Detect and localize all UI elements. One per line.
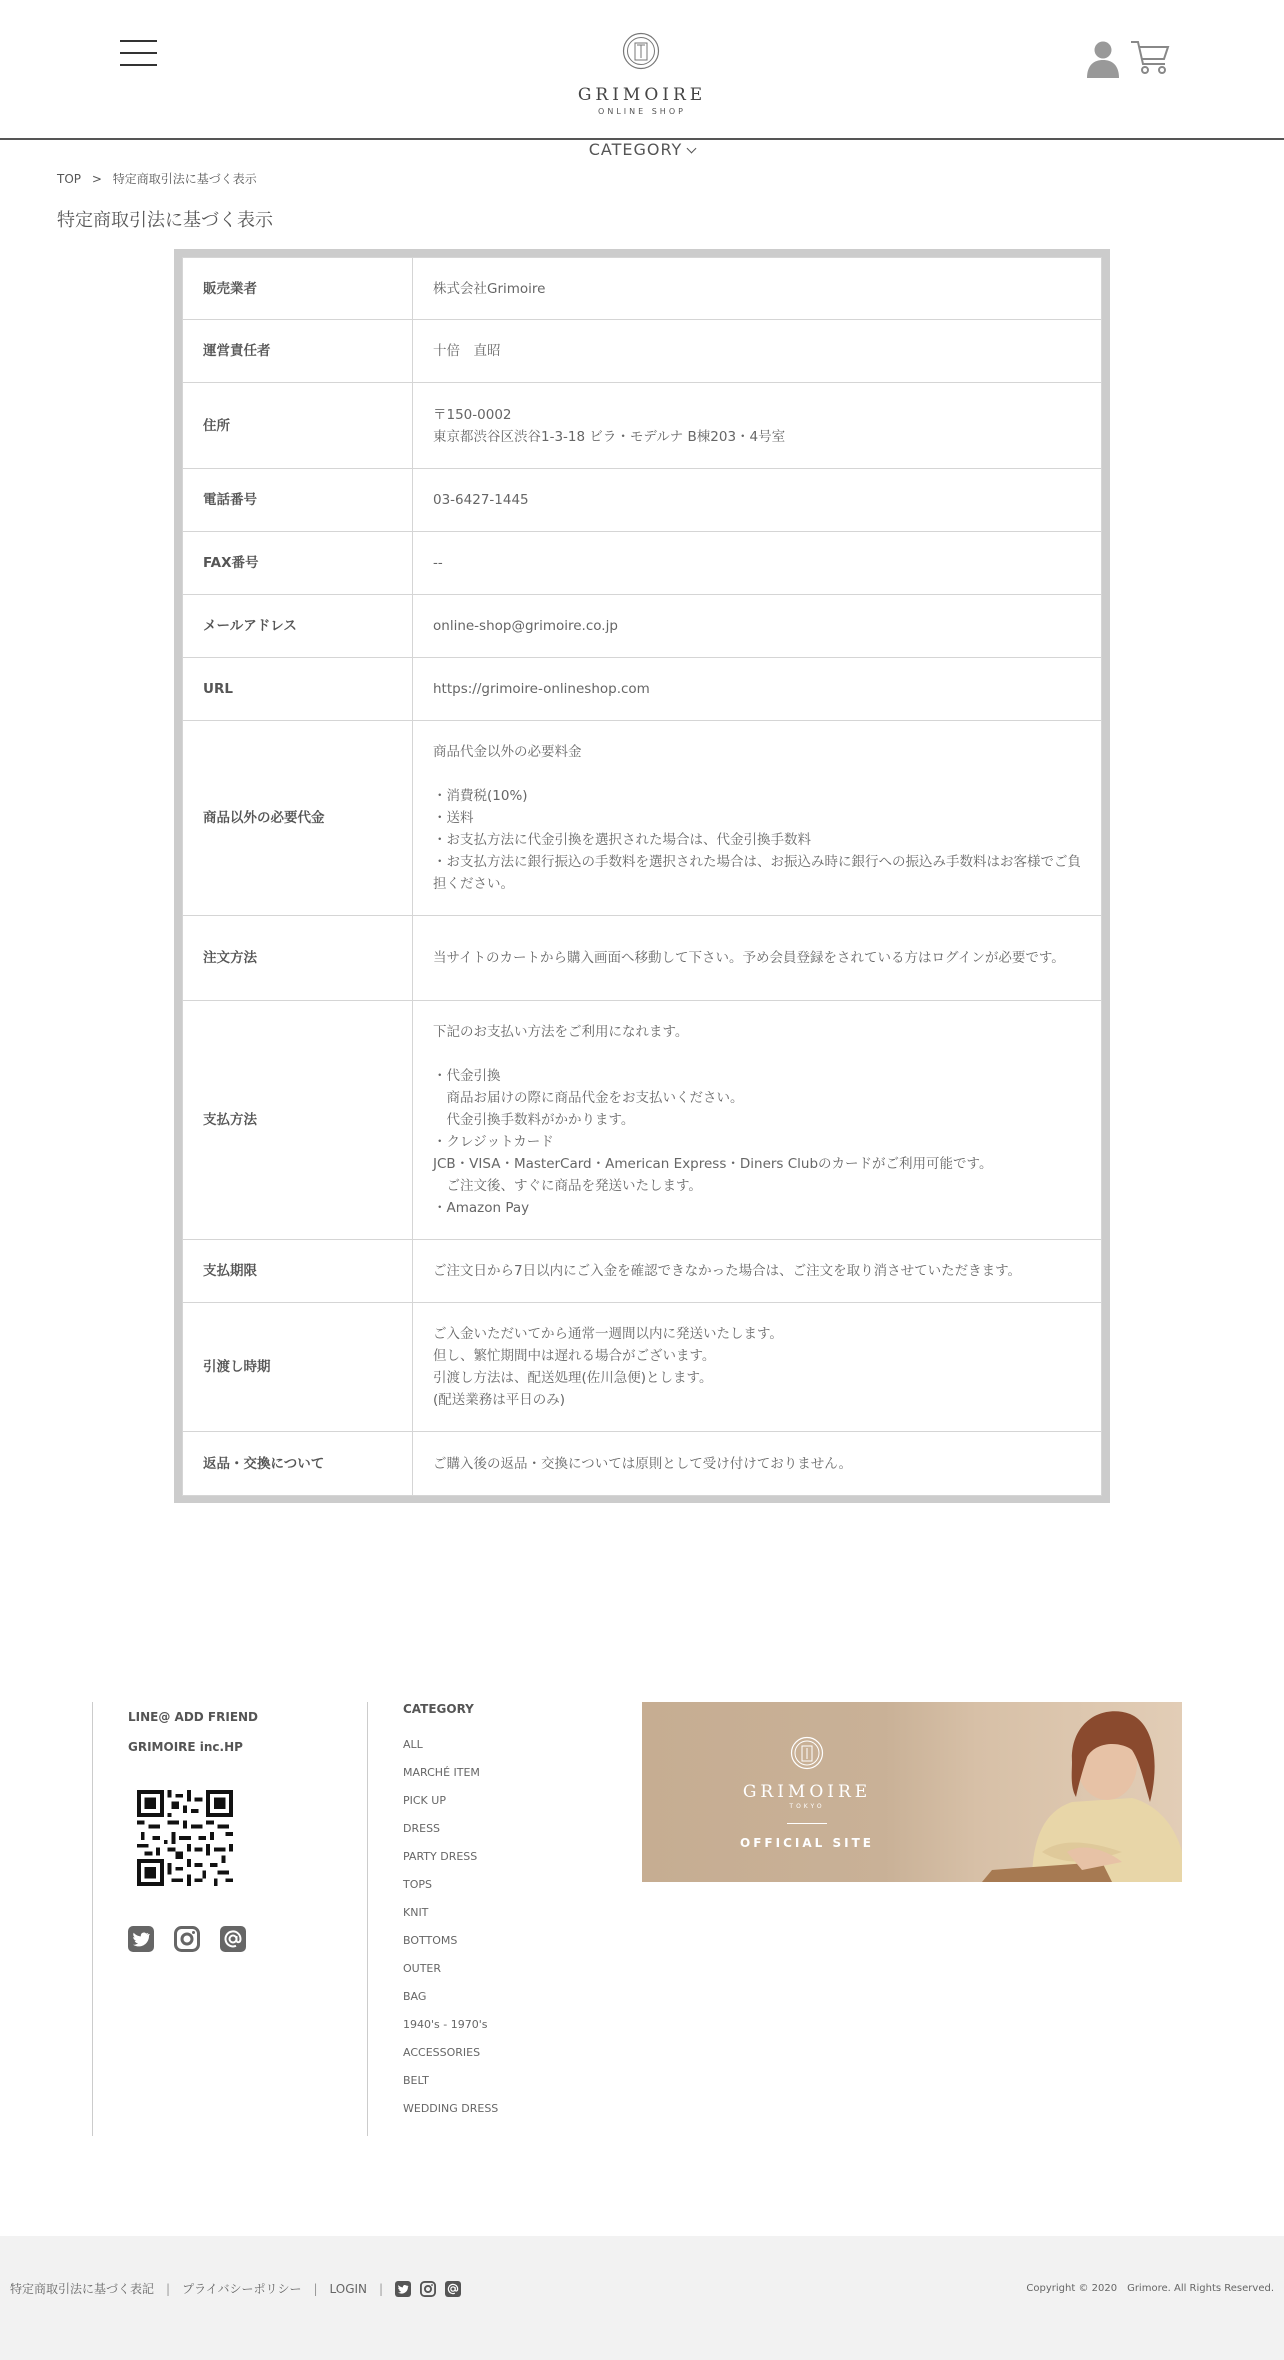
table-row-label: 返品・交換について: [183, 1432, 413, 1496]
table-row-label: 注文方法: [183, 916, 413, 1001]
table-row-label: 商品以外の必要代金: [183, 721, 413, 916]
table-row-value: 十倍 直昭: [413, 320, 1102, 383]
official-site-banner[interactable]: [642, 1702, 1182, 1882]
qr-code: [137, 1790, 233, 1886]
footer-category-link[interactable]: BAG: [403, 1990, 427, 2003]
banner-official-label: OFFICIAL SITE: [740, 1836, 874, 1850]
footer-category-link[interactable]: OUTER: [403, 1962, 442, 1975]
table-row: [183, 383, 1102, 469]
footer-category-link[interactable]: ACCESSORIES: [403, 2046, 481, 2059]
table-row-value: ご入金いただいてから通常一週間以内に発送いたします。 但し、繁忙期間中は遅れる場合がございます。 引渡し方法は、配送処理(佐川急便)とします。 (配送業務は平日のみ): [413, 1303, 1102, 1432]
table-row-value: ご注文日から7日以内にご入金を確認できなかった場合は、ご注文を取り消させていただきます。: [413, 1240, 1102, 1303]
footer-category-link[interactable]: BOTTOMS: [403, 1934, 458, 1947]
banner-emblem-icon: [790, 1736, 824, 1770]
table-row-value: 当サイトのカートから購入画面へ移動して下さい。予め会員登録をされている方はログインが必要です。: [413, 916, 1102, 1001]
twitter-icon[interactable]: [395, 2281, 411, 2297]
table-row-value: 商品代金以外の必要料金 ・消費税(10%) ・送料 ・お支払方法に代金引換を選択された場合は、代金引換手数料 ・お支払方法に銀行振込の手数料を選択された場合は、お振込み時に銀行への振込み手数料はお客様でご負担ください。: [413, 721, 1102, 916]
breadcrumb-top-link[interactable]: TOP: [57, 172, 82, 186]
footer-links-column: [92, 1702, 368, 2136]
instagram-icon[interactable]: [174, 1926, 200, 1952]
banner-brand-name: GRIMOIRE: [742, 1782, 872, 1802]
footer-category-list: [403, 1738, 498, 2130]
footer-category-link[interactable]: ALL: [403, 1738, 423, 1751]
company-hp-link[interactable]: GRIMOIRE inc.HP: [128, 1740, 243, 1754]
banner-model-image: [972, 1702, 1182, 1882]
table-row-label: 運営責任者: [183, 320, 413, 383]
table-row-label: 電話番号: [183, 469, 413, 532]
breadcrumb-current: 特定商取引法に基づく表示: [112, 172, 257, 186]
table-row-value: online-shop@grimoire.co.jp: [413, 595, 1102, 658]
legal-info-table: [182, 257, 1102, 1496]
logo-subtitle: ONLINE SHOP: [598, 107, 686, 116]
table-row-label: 支払方法: [183, 1001, 413, 1240]
twitter-icon[interactable]: [128, 1926, 154, 1952]
banner-brand-sub: TOKYO: [789, 1803, 825, 1810]
table-row: [183, 532, 1102, 595]
table-row-label: 販売業者: [183, 258, 413, 320]
logo-emblem-icon: [622, 32, 660, 70]
table-row: [183, 1240, 1102, 1303]
login-link[interactable]: LOGIN: [329, 2281, 368, 2296]
link-separator: |: [313, 2281, 318, 2296]
footer-category-link[interactable]: PICK UP: [403, 1794, 446, 1807]
table-row: [183, 721, 1102, 916]
table-row-value: --: [413, 532, 1102, 595]
table-row-value: 03-6427-1445: [413, 469, 1102, 532]
page-title: 特定商取引法に基づく表示: [57, 210, 273, 231]
table-row-value: 下記のお支払い方法をご利用になれます。 ・代金引換 商品お届けの際に商品代金をお支払いください。 代金引換手数料がかかります。 ・クレジットカード JCB・VISA・MasterCard・American Express・Diners Clubのカードがご利用可能です。 ご注文後、すぐに商品を発送いたします。 ・Amazon Pay: [413, 1001, 1102, 1240]
user-account-icon[interactable]: [1086, 40, 1120, 78]
privacy-policy-link[interactable]: プライバシーポリシー: [182, 2282, 302, 2296]
banner-divider: [787, 1823, 827, 1824]
footer-category-link[interactable]: PARTY DRESS: [403, 1850, 478, 1863]
table-row-label: URL: [183, 658, 413, 721]
table-row-value: https://grimoire-onlineshop.com: [413, 658, 1102, 721]
table-row: [183, 658, 1102, 721]
site-header: [0, 0, 1284, 140]
hamburger-menu-icon[interactable]: [120, 40, 157, 66]
table-row: [183, 469, 1102, 532]
table-row-label: FAX番号: [183, 532, 413, 595]
instagram-icon[interactable]: [420, 2281, 436, 2297]
table-row-label: 住所: [183, 383, 413, 469]
footer-category-link[interactable]: TOPS: [403, 1878, 432, 1891]
logo-name: GRIMOIRE: [577, 85, 707, 105]
footer-category-title: CATEGORY: [403, 1702, 474, 1716]
footer-category-link[interactable]: KNIT: [403, 1906, 429, 1919]
breadcrumb-separator: >: [91, 172, 102, 186]
footer-category-link[interactable]: WEDDING DRESS: [403, 2102, 499, 2115]
table-row-value: ご購入後の返品・交換については原則として受け付けておりません。: [413, 1432, 1102, 1496]
breadcrumb: [57, 170, 257, 187]
cart-icon[interactable]: [1130, 38, 1170, 76]
table-row-label: メールアドレス: [183, 595, 413, 658]
table-row: [183, 1001, 1102, 1240]
footer-category-link[interactable]: 1940's - 1970's: [403, 2018, 488, 2031]
legal-info-table-frame: [174, 249, 1110, 1503]
table-row: [183, 258, 1102, 320]
category-dropdown-toggle[interactable]: [560, 140, 724, 164]
chevron-down-icon: [687, 144, 697, 154]
link-separator: |: [166, 2281, 171, 2296]
table-row: [183, 916, 1102, 1001]
table-row-label: 支払期限: [183, 1240, 413, 1303]
table-row: [183, 1303, 1102, 1432]
link-separator: |: [379, 2281, 384, 2296]
line-at-icon[interactable]: [445, 2281, 461, 2297]
table-row-label: 引渡し時期: [183, 1303, 413, 1432]
table-row: [183, 1432, 1102, 1496]
footer-bottom-links: [10, 2280, 470, 2297]
copyright-text: Copyright © 2020 Grimore. All Rights Reserved.: [1026, 2283, 1274, 2294]
table-row-value: 株式会社Grimoire: [413, 258, 1102, 320]
footer-category-link[interactable]: BELT: [403, 2074, 429, 2087]
line-add-friend-link[interactable]: LINE@ ADD FRIEND: [128, 1710, 259, 1724]
footer-category-link[interactable]: MARCHÉ ITEM: [403, 1766, 480, 1779]
banner-text: [642, 1702, 972, 1882]
footer-bottom-bar: [0, 2236, 1284, 2360]
legal-notice-link[interactable]: 特定商取引法に基づく表記: [10, 2282, 155, 2296]
line-at-icon[interactable]: [220, 1926, 246, 1952]
table-row: [183, 320, 1102, 383]
table-row-value: 〒150-0002 東京都渋谷区渋谷1-3-18 ビラ・モデルナ B棟203・4号室: [413, 383, 1102, 469]
site-logo[interactable]: [560, 30, 724, 122]
category-toggle-label: CATEGORY: [588, 140, 683, 159]
table-row: [183, 595, 1102, 658]
footer-category-link[interactable]: DRESS: [403, 1822, 441, 1835]
